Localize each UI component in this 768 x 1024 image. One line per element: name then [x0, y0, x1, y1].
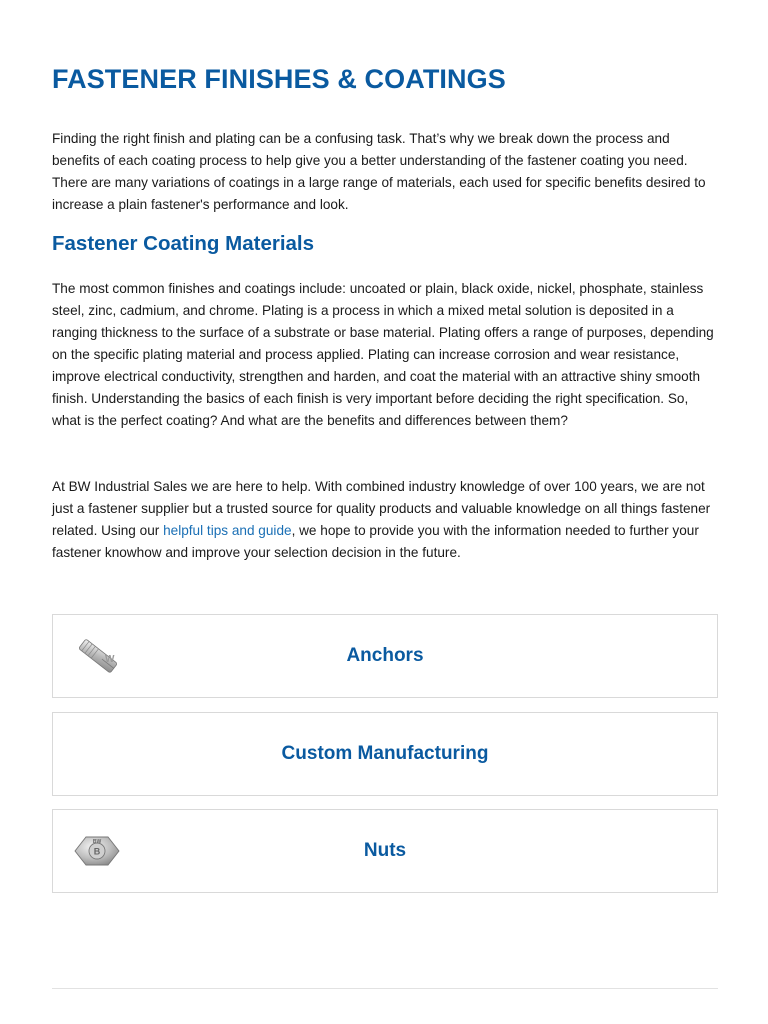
card-label-custom-manufacturing[interactable]: Custom Manufacturing [281, 743, 489, 764]
section-heading: Fastener Coating Materials [52, 232, 315, 255]
category-card-nuts[interactable] [52, 809, 718, 893]
footer-divider [52, 988, 718, 989]
category-card-anchors[interactable] [52, 614, 718, 698]
intro-paragraph: Finding the right finish and plating can be a confusing task. That’s why we break down the process and benefits of each coating process to help give you a better understanding of the fastener coating you need. There are many variations of coatings in a large range of materials, each used for specific benefits desired to increase a plain fastener's performance and look. [52, 131, 706, 212]
svg-text:B: B [93, 846, 101, 857]
help-text-end: , we hope to provide you with the information needed to further your fastener knowhow and improve your selection decision in the future. [52, 523, 699, 560]
svg-text:W: W [105, 654, 115, 665]
section-body-paragraph: The most common finishes and coatings include: uncoated or plain, black oxide, nickel, phosphate, stainless steel, zinc, cadmium, and chrome. Plating is a process in which a mixed metal solution is deposited in a ranging thickness to the surface of a substrate or base material. Plating offers a range of purposes, depending on the specific plating material and process applied. Plating can increase corrosion and wear resistance, improve electrical conductivity, strengthen and harden, and coat the material with an attractive shiny smooth finish. Understanding the basics of each finish is very important before deciding the right specification. So, what is the perfect coating? And what are the benefits and differences between them? [52, 281, 714, 428]
helpful-tips-link[interactable]: helpful tips and guide [163, 523, 292, 538]
help-paragraph [52, 476, 718, 564]
help-text-start: At BW Industrial Sales we are here to help. With combined industry knowledge of over 100 years, we are not just a fastener supplier but a trusted source for quality products and valuable knowledge on all things fastener related. Using our [52, 479, 711, 538]
card-label-nuts[interactable]: Nuts [363, 840, 407, 861]
card-label-anchors[interactable]: Anchors [346, 645, 424, 666]
page-title: FASTENER FINISHES & COATINGS [52, 64, 506, 94]
category-card-custom-manufacturing[interactable] [52, 712, 718, 796]
svg-text:BW: BW [92, 839, 102, 845]
